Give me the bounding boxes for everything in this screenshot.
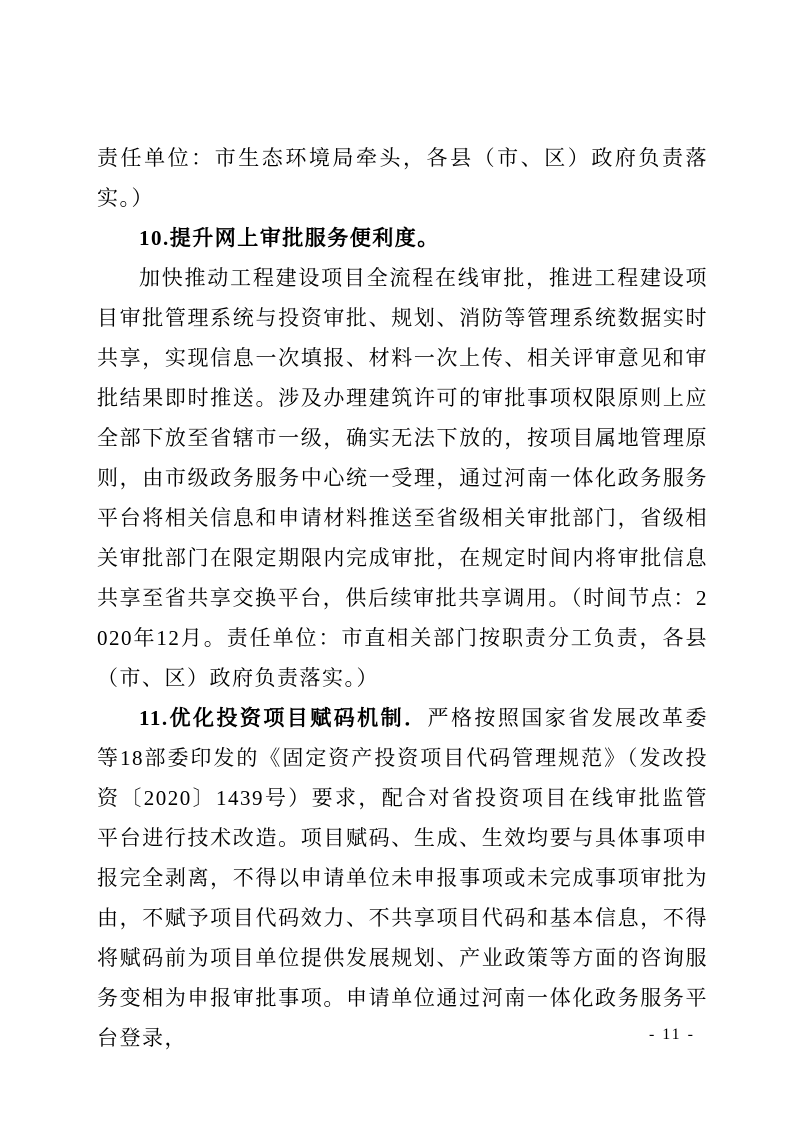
section-11-text: 严格按照国家省发展改革委等18部委印发的《固定资产投资项目代码管理规范》（发改投资〔2020〕1439号）要求，配合对省投资项目在线审批监管平台进行技术改造。项目赋码、生成、生效均要与具体事项申报完全剥离，不得以申请单位未申报事项或未完成事项审批为由，不赋予项目代码效力、不共享项目代码和基本信息，不得将赋码前为项目单位提供发展规划、产业政策等方面的咨询服务变相为申报审批事项。申请单位通过河南一体化政务服务平台登录， [97, 706, 709, 1050]
section-11-heading: 11.优化投资项目赋码机制． [139, 706, 428, 730]
section-10-heading: 10.提升网上审批服务便利度。 [139, 226, 440, 250]
section-11-paragraph [97, 698, 708, 1058]
page-body [97, 138, 708, 1058]
continuation-text: 责任单位：市生态环境局牵头，各县（市、区）政府负责落实。） [97, 146, 708, 210]
section-10-paragraph: 加快推动工程建设项目全流程在线审批，推进工程建设项目审批管理系统与投资审批、规划、消防等管理系统数据实时共享，实现信息一次填报、材料一次上传、相关评审意见和审批结果即时推送。涉及办理建筑许可的审批事项权限原则上应全部下放至省辖市一级，确实无法下放的，按项目属地管理原则，由市级政务服务中心统一受理，通过河南一体化政务服务平台将相关信息和申请材料推送至省级相关审批部门，省级相关审批部门在限定期限内完成审批，在规定时间内将审批信息共享至省共享交换平台，供后续审批共享调用。（时间节点：2020年12月。责任单位：市直相关部门按职责分工负责，各县（市、区）政府负责落实。） [97, 266, 708, 690]
page-number: - 11 - [648, 1026, 695, 1043]
